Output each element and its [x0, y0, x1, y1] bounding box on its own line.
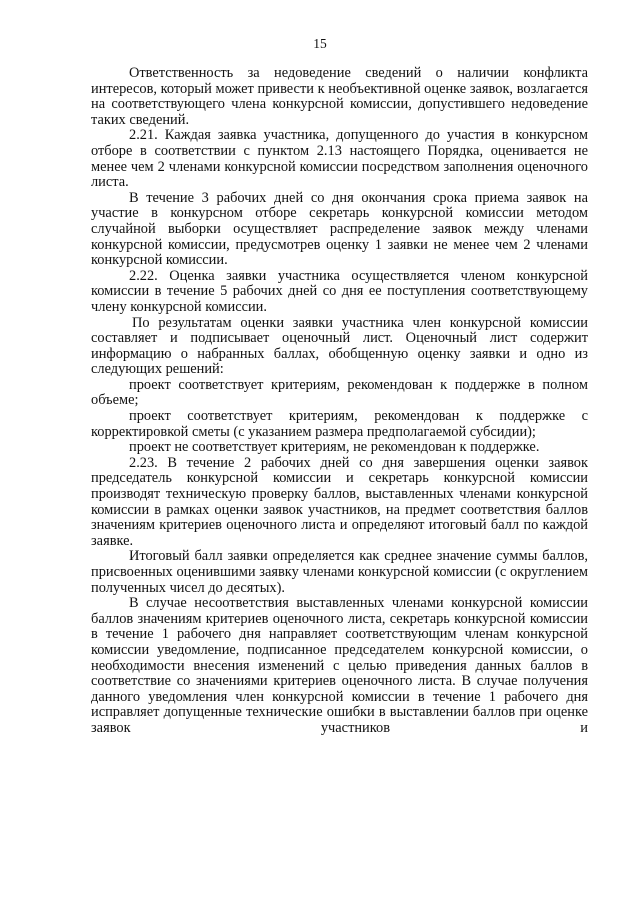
paragraph-2-22: 2.22. Оценка заявки участника осуществляется членом конкурсной комиссии в течение 5 рабочих дней со дня ее поступления соответствующему члену конкурсной комиссии. — [91, 267, 588, 315]
page-body — [91, 66, 588, 737]
decision-option-budget-adjustment: проект соответствует критериям, рекомендован к поддержке с корректировкой сметы (с указанием размера предполагаемой субсидии); — [91, 408, 588, 440]
paragraph-score-mismatch: В случае несоответствия выставленных членами конкурсной комиссии баллов значениям критериев оценочного листа, секретарь конкурсной комиссии в течение 1 рабочего дня направляет соответствующим членам конкурсной комиссии уведомление, подписанное председателем конкурсной комиссии, о необходимости внесения изменений с целью приведения данных баллов в соответствие со значениями критериев оценочного листа. В случае получения данного уведомления член конкурсной комиссии в течение 1 рабочего дня исправляет допущенные технические ошибки в выставлении баллов при оценке заявок участников и — [91, 595, 588, 736]
paragraph-distribution: В течение 3 рабочих дней со дня окончания срока приема заявок на участие в конкурсном отборе секретарь конкурсной комиссии методом случайной выборки осуществляет распределение заявок между членами конкурсной комиссии, предусмотрев оценку 1 заявки не менее чем 2 членами конкурсной комиссии. — [91, 189, 588, 269]
decision-option-full-support: проект соответствует критериям, рекомендован к поддержке в полном объеме; — [91, 376, 588, 409]
paragraph-2-23: 2.23. В течение 2 рабочих дней со дня завершения оценки заявок председатель конкурсной комиссии и секретарь конкурсной комиссии производят техническую проверку баллов, выставленных членами конкурсной комиссии в рамках оценки заявок участников, на предмет соответствия баллов значениям критериев оценочного листа и определяют итоговый балл по каждой заявке. — [91, 454, 588, 549]
paragraph-2-21: 2.21. Каждая заявка участника, допущенного до участия в конкурсном отборе в соответствии с пунктом 2.13 настоящего Порядка, оценивается не менее чем 2 членами конкурсной комиссии посредством заполнения оценочного листа. — [91, 127, 588, 191]
paragraph-conflict-of-interest: Ответственность за недоведение сведений о наличии конфликта интересов, который может привести к необъективной оценке заявок, возлагается на соответствующего члена конкурсной комиссии, допустившего недоведение таких сведений. — [91, 65, 588, 128]
paragraph-evaluation-sheet: По результатам оценки заявки участника член конкурсной комиссии составляет и подписывает оценочный лист. Оценочный лист содержит информацию о набранных баллах, обобщенную оценку заявки и одно из следующих решений: — [91, 314, 588, 378]
paragraph-final-score: Итоговый балл заявки определяется как среднее значение суммы баллов, присвоенных оценившими заявку членами конкурсной комиссии (с округлением полученных чисел до десятых). — [91, 548, 588, 596]
decision-option-not-recommended: проект не соответствует критериям, не рекомендован к поддержке. — [129, 439, 540, 456]
page-number: 15 — [313, 36, 327, 51]
